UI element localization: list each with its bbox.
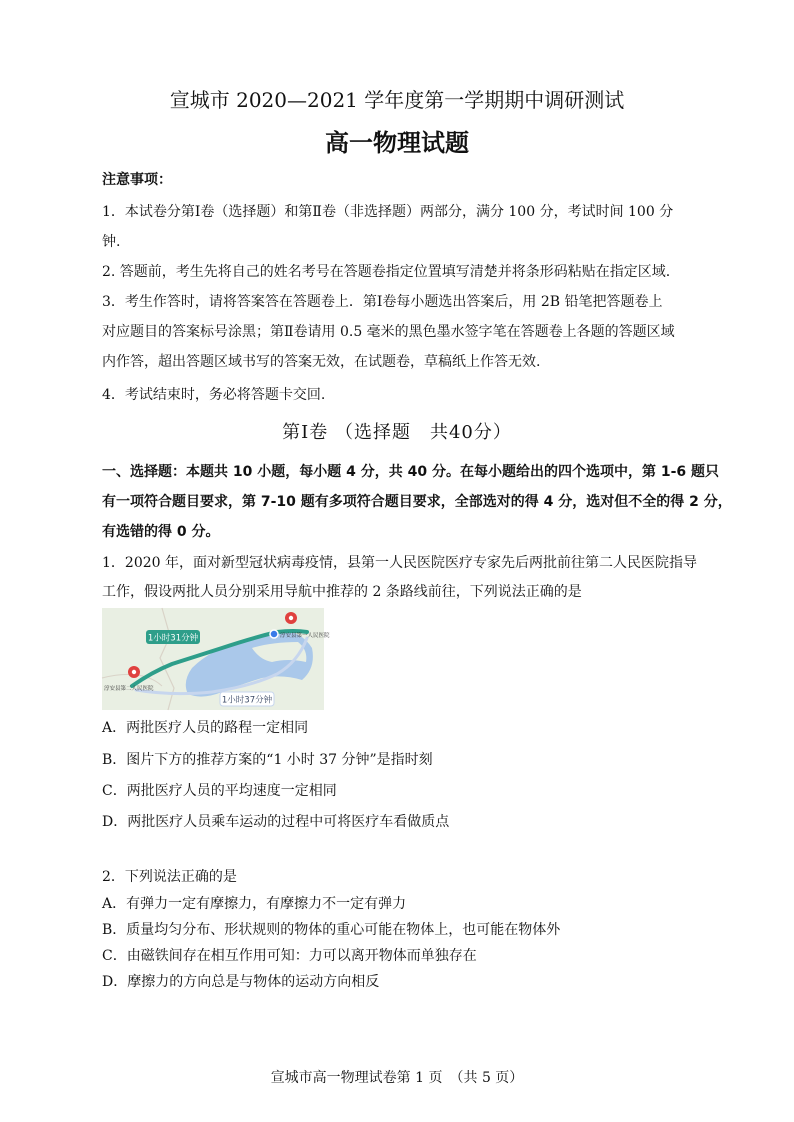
note-line: 2. 答题前，考生先将自己的姓名考号在答题卷指定位置填写清楚并将条形码粘贴在指定区域. [102,264,671,280]
question-1-option: D．两批医疗人员乘车运动的过程中可将医疗车看做质点 [102,814,450,830]
question-1-stem: 1．2020 年，面对新型冠状病毒疫情，县第一人民医院医疗专家先后两批前往第二人民医院指导 [102,555,697,571]
question-2-option: A．有弹力一定有摩擦力，有摩擦力不一定有弹力 [102,896,407,912]
question-2-option: C．由磁铁间存在相互作用可知：力可以离开物体而单独存在 [102,948,477,964]
question-1-option: A．两批医疗人员的路程一定相同 [102,720,309,736]
start-label: 淳安县第一人民医院 [280,633,330,639]
question-1-option: C．两批医疗人员的平均速度一定相同 [102,783,337,799]
start-dot-icon [270,630,278,638]
note-line: 1．本试卷分第Ⅰ卷（选择题）和第Ⅱ卷（非选择题）两部分，满分 100 分，考试时间 100 分 [102,204,674,220]
note-line: 内作答，超出答题区域书写的答案无效，在试题卷，草稿纸上作答无效. [102,354,541,370]
route-main-label: 1小时31分钟 [147,633,199,644]
notes-heading: 注意事项： [102,172,172,188]
question-2-option: B．质量均匀分布、形状规则的物体的重心可能在物体上，也可能在物体外 [102,922,561,938]
section-instruction: 有一项符合题目要求，第 7-10 题有多项符合题目要求，全部选对的得 4 分，选对但不全的得 2 分， [102,494,732,510]
route-alt-label: 1小时37分钟 [221,695,273,706]
section-instruction: 一、选择题：本题共 10 小题，每小题 4 分，共 40 分。在每小题给出的四个选项中，第 1-6 题只 [102,464,719,480]
note-line: 对应题目的答案标号涂黑；第Ⅱ卷请用 0.5 毫米的黑色墨水签字笔在答题卷上各题的答题区域 [102,324,675,340]
question-1-stem: 工作，假设两批人员分别采用导航中推荐的 2 条路线前往，下列说法正确的是 [102,584,582,600]
end-label: 淳安县第二人民医院 [104,686,154,692]
note-line: 4．考试结束时，务必将答题卡交回. [102,387,326,403]
navigation-map-image [102,608,330,710]
map-graphic [102,608,330,710]
exam-subject-title: 高一物理试题 [325,129,469,157]
section-instruction: 有选错的得 0 分。 [102,524,220,540]
question-2-stem: 2．下列说法正确的是 [102,869,237,885]
exam-title: 宣城市 2020—2021 学年度第一学期期中调研测试 [169,88,625,112]
question-1-option: B．图片下方的推荐方案的“1 小时 37 分钟”是指时刻 [102,752,433,768]
question-2-option: D．摩擦力的方向总是与物体的运动方向相反 [102,974,380,990]
page-footer: 宣城市高一物理试卷第 1 页 （共 5 页） [270,1070,524,1086]
note-line: 3．考生作答时，请将答案答在答题卷上．第Ⅰ卷每小题选出答案后，用 2B 铅笔把答题卷上 [102,294,663,310]
note-line: 钟. [102,234,121,250]
section-title: 第Ⅰ卷 （选择题 共40分） [282,422,512,443]
